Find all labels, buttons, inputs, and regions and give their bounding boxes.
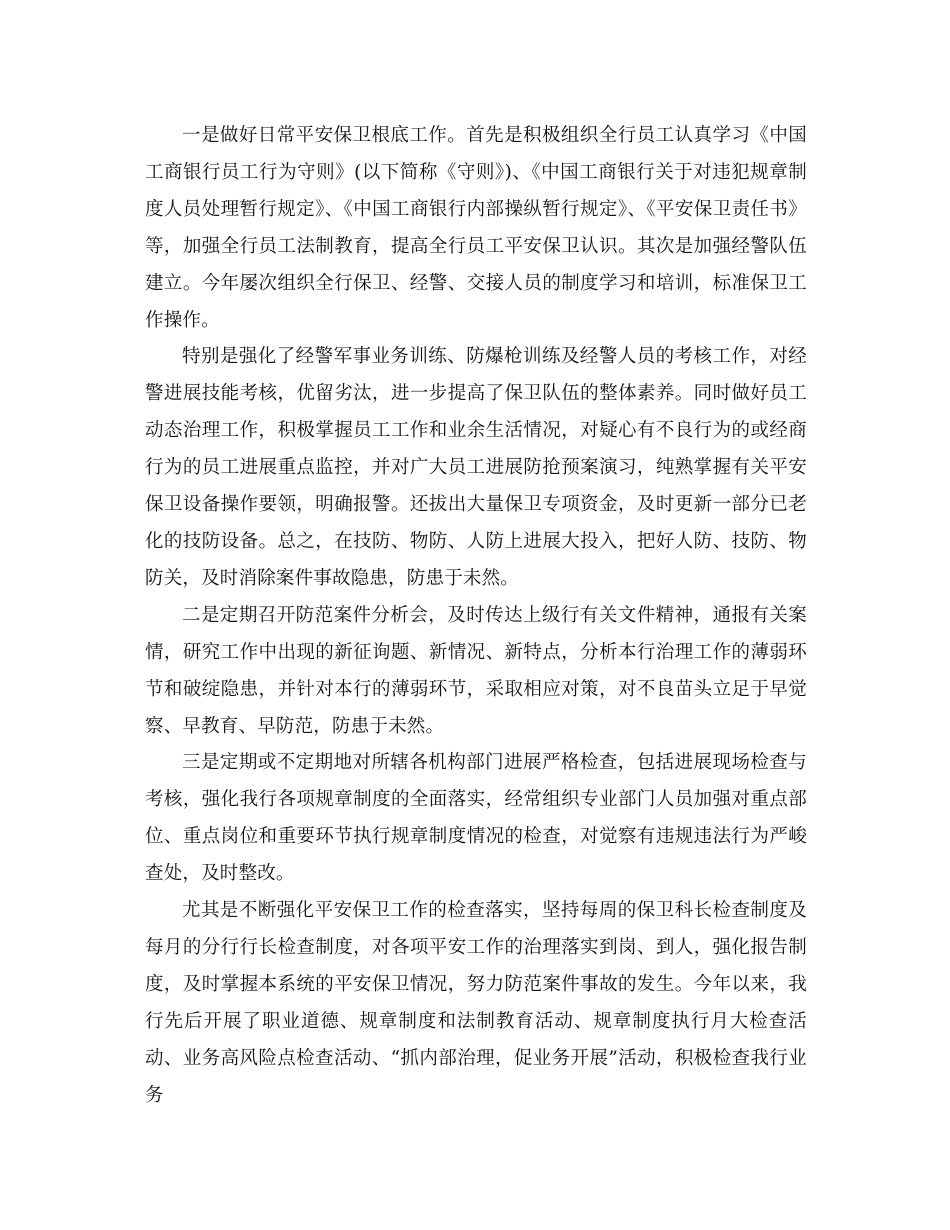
paragraph-5: 尤其是不断强化平安保卫工作的检查落实，坚持每周的保卫科长检查制度及每月的分行行长检查制度，对各项平安工作的治理落实到岗、到人，强化报告制度，及时掌握本系统的平安保卫情况，努力防范案件事故的发生。今年以来，我行先后开展了职业道德、规章制度和法制教育活动、规章制度执行月大检查活动、业务高风险点检查活动、“抓内部治理，促业务开展”活动，积极检查我行业务 (145, 900, 807, 1106)
paragraph-3: 二是定期召开防范案件分析会，及时传达上级行有关文件精神，通报有关案情，研究工作中出现的新征询题、新情况、新特点，分析本行治理工作的薄弱环节和破绽隐患，并针对本行的薄弱环节，采取相应对策，对不良苗头立足于早觉察、早教育、早防范，防患于未然。 (145, 604, 807, 737)
paragraph-4: 三是定期或不定期地对所辖各机构部门进展严格检查，包括进展现场检查与考核，强化我行各项规章制度的全面落实，经常组织专业部门人员加强对重点部位、重点岗位和重要环节执行规章制度情况的检查，对觉察有违规违法行为严峻查处，及时整改。 (145, 752, 807, 885)
paragraph-2: 特别是强化了经警军事业务训练、防爆枪训练及经警人员的考核工作，对经警进展技能考核，优留劣汰，进一步提高了保卫队伍的整体素养。同时做好员工动态治理工作，积极掌握员工工作和业余生活情况，对疑心有不良行为的或经商行为的员工进展重点监控，并对广大员工进展防抢预案演习，纯熟掌握有关平安保卫设备操作要领，明确报警。还拔出大量保卫专项资金，及时更新一部分已老化的技防设备。总之，在技防、物防、人防上进展大投入，把好人防、技防、物防关，及时消除案件事故隐患，防患于未然。 (145, 346, 807, 589)
paragraph-1: 一是做好日常平安保卫根底工作。首先是积极组织全行员工认真学习《中国工商银行员工行为守则》(以下简称《守则》)、《中国工商银行关于对违犯规章制度人员处理暂行规定》、《中国工商银行内部操纵暂行规定》、《平安保卫责任书》等，加强全行员工法制教育，提高全行员工平安保卫认识。其次是加强经警队伍建立。今年屡次组织全行保卫、经警、交接人员的制度学习和培训，标准保卫工作操作。 (145, 125, 807, 331)
document-body (145, 118, 807, 1114)
